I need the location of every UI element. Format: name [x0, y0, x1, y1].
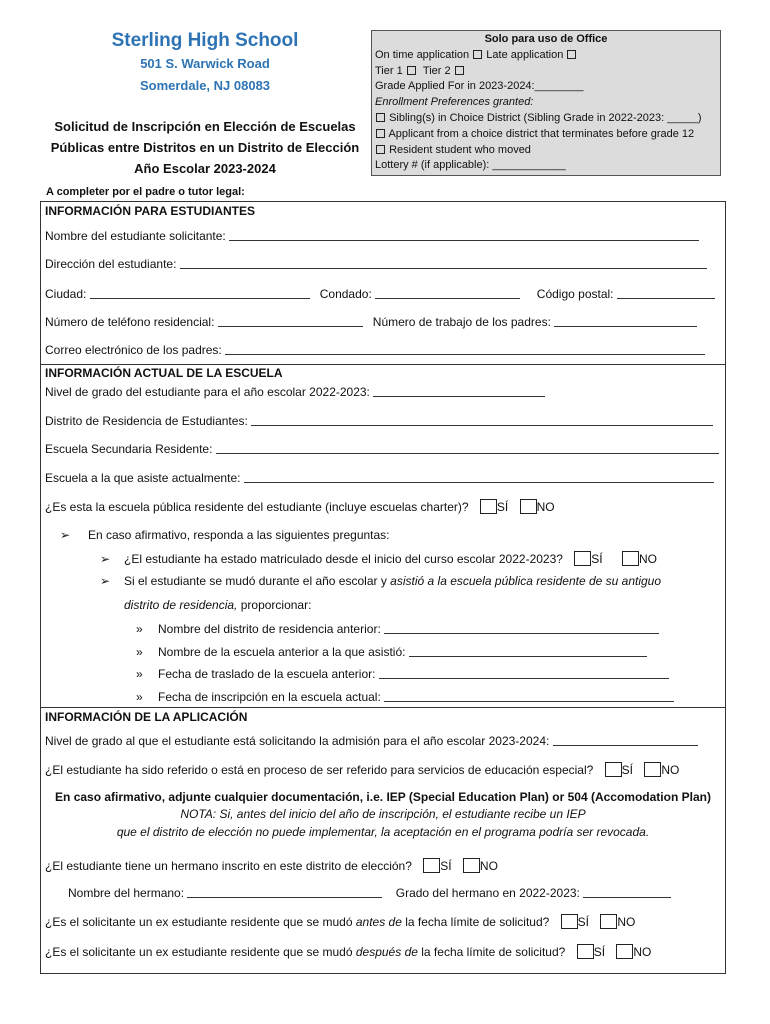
public-school-no-checkbox[interactable] [520, 499, 537, 514]
special-ed-yes-checkbox[interactable] [605, 762, 622, 777]
enrolled-yes-checkbox[interactable] [574, 551, 591, 566]
office-resident-moved [375, 143, 717, 159]
office-applicant-choice [375, 127, 717, 143]
district-row [45, 414, 713, 428]
student-name-row [45, 229, 699, 243]
if-yes-row [60, 528, 390, 542]
student-address-input[interactable] [180, 258, 707, 269]
arrow-bullet-icon: ➢ [100, 574, 111, 588]
sibling-details-row [68, 886, 671, 900]
yes-label: SÍ [621, 763, 634, 777]
moved-after-c: la fecha límite de solicitud? [417, 945, 566, 959]
bullet-icon: » [136, 622, 143, 636]
legal-guardian-note: A completer por el padre o tutor legal: [46, 186, 245, 198]
sibling-label: Sibling(s) in Choice District (Sibling Grade in 2022-2023: _____) [389, 111, 702, 124]
email-label: Correo electrónico de los padres: [45, 343, 222, 357]
public-school-question: ¿Es esta la escuela pública residente del estudiante (incluye escuelas charter)? [45, 500, 469, 514]
arrow-bullet-icon: ➢ [100, 552, 111, 566]
public-school-question-row [45, 499, 555, 514]
zip-input[interactable] [617, 288, 715, 299]
bullet-icon: » [136, 690, 143, 704]
moved-note-row [100, 574, 661, 588]
resident-moved-checkbox[interactable] [376, 145, 385, 154]
enroll-date-row [136, 690, 674, 704]
student-name-input[interactable] [229, 230, 699, 241]
yes-label: SÍ [577, 915, 590, 929]
work-phone-input[interactable] [554, 316, 697, 327]
sibling-grade-label: Grado del hermano en 2022-2023: [395, 886, 580, 900]
form-title-line-2: Públicas entre Distritos en un Distrito de Elección [50, 140, 360, 155]
resident-high-school-input[interactable] [216, 443, 719, 454]
office-box-title: Solo para uso de Office [484, 33, 608, 45]
on-time-label: On time application [375, 48, 470, 61]
section-divider-2 [40, 707, 726, 708]
attending-school-input[interactable] [244, 472, 714, 483]
grade-level-input[interactable] [373, 386, 545, 397]
form-title-line-3: Año Escolar 2023-2024 [134, 161, 276, 176]
tier1-label: Tier 1 [375, 64, 403, 77]
phone-row [45, 315, 697, 329]
section-divider-1 [40, 364, 726, 365]
email-input[interactable] [225, 344, 705, 355]
city-label: Ciudad: [45, 287, 87, 301]
form-title-line-1: Solicitud de Inscripción en Elección de Escuelas [54, 119, 356, 134]
moved-after-yes-checkbox[interactable] [577, 944, 594, 959]
sibling-yes-checkbox[interactable] [423, 858, 440, 873]
prev-district-label: Nombre del distrito de residencia anterior: [158, 622, 381, 636]
student-name-label: Nombre del estudiante solicitante: [45, 229, 226, 243]
moved-before-b: antes de [355, 915, 402, 929]
address-line-2: Somerdale, NJ 08083 [139, 78, 271, 93]
resident-high-school-row [45, 442, 719, 456]
tier2-checkbox[interactable] [455, 66, 464, 75]
if-yes-label: En caso afirmativo, responda a las siguientes preguntas: [88, 528, 390, 542]
tier1-checkbox[interactable] [407, 66, 416, 75]
moved-after-question-row [45, 944, 651, 959]
attending-school-label: Escuela a la que asiste actualmente: [45, 471, 241, 485]
public-school-yes-checkbox[interactable] [480, 499, 497, 514]
yes-label: SÍ [440, 859, 452, 873]
moved-note-d: proporcionar: [237, 598, 312, 612]
moved-before-a: ¿Es el solicitante un ex estudiante residente que se mudó [45, 915, 356, 929]
district-label: Distrito de Residencia de Estudiantes: [45, 414, 248, 428]
transfer-date-label: Fecha de traslado de la escuela anterior: [158, 667, 376, 681]
student-address-label: Dirección del estudiante: [45, 257, 177, 271]
prev-district-input[interactable] [384, 623, 659, 634]
grade-applied-field[interactable]: Grade Applied For in 2023-2024:________ [375, 80, 584, 93]
address-line-1: 501 S. Warwick Road [140, 56, 270, 71]
prev-school-input[interactable] [409, 646, 647, 657]
district-input[interactable] [251, 415, 713, 426]
tier2-label: Tier 2 [422, 64, 451, 77]
enrolled-question-row [100, 551, 657, 566]
nota-line-2: que el distrito de elección no puede implementar, la aceptación en el programa podría ser revocada. [116, 825, 650, 839]
yes-label: SÍ [593, 945, 606, 959]
transfer-date-input[interactable] [379, 668, 669, 679]
moved-note-b: asistió a la escuela pública residente de su antiguo [390, 574, 662, 588]
zip-label: Código postal: [536, 287, 614, 301]
sibling-grade-input[interactable] [583, 887, 671, 898]
office-use-box [371, 30, 721, 176]
form-header [40, 30, 370, 179]
sibling-name-input[interactable] [187, 887, 382, 898]
moved-before-no-checkbox[interactable] [600, 914, 617, 929]
grade-level-label: Nivel de grado del estudiante para el año escolar 2022-2023: [45, 385, 370, 399]
home-phone-label: Número de teléfono residencial: [45, 315, 215, 329]
student-info-heading: INFORMACIÓN PARA ESTUDIANTES [45, 204, 255, 218]
sibling-question: ¿El estudiante tiene un hermano inscrito en este distrito de elección? [45, 859, 412, 873]
applicant-choice-checkbox[interactable] [376, 129, 385, 138]
moved-after-a: ¿Es el solicitante un ex estudiante residente que se mudó [45, 945, 356, 959]
grade-applying-row [45, 734, 698, 748]
no-label: NO [633, 945, 652, 959]
sibling-checkbox[interactable] [376, 113, 385, 122]
yes-label: SÍ [496, 500, 509, 514]
attending-school-row [45, 471, 714, 485]
nota-line-1: NOTA: Si, antes del inicio del año de inscripción, el estudiante recibe un IEP [180, 807, 586, 821]
office-sibling [375, 111, 717, 127]
moved-note-a: Si el estudiante se mudó durante el año escolar y [124, 574, 391, 588]
moved-after-b: después de [355, 945, 418, 959]
no-label: NO [479, 859, 498, 873]
no-label: NO [638, 552, 657, 566]
attach-documentation-note: En caso afirmativo, adjunte cualquier documentación, i.e. IEP (Special Education Plan) or 504 (Accomodation Plan) [55, 790, 711, 804]
applicant-choice-label: Applicant from a choice district that terminates before grade 12 [388, 127, 695, 140]
resident-moved-label: Resident student who moved [389, 143, 531, 156]
moved-before-c: la fecha límite de solicitud? [401, 915, 550, 929]
office-application-timing [375, 48, 717, 64]
special-ed-question: ¿El estudiante ha sido referido o está en proceso de ser referido para servicios de educación especial? [45, 763, 594, 777]
home-phone-input[interactable] [218, 316, 363, 327]
bullet-icon: » [136, 667, 143, 681]
current-school-heading: INFORMACIÓN ACTUAL DE LA ESCUELA [45, 366, 283, 380]
special-ed-question-row [45, 762, 679, 777]
no-label: NO [661, 763, 680, 777]
city-input[interactable] [90, 288, 310, 299]
special-ed-no-checkbox[interactable] [644, 762, 661, 777]
no-label: NO [536, 500, 555, 514]
prev-district-row [136, 622, 659, 636]
enroll-date-input[interactable] [384, 691, 674, 702]
form-title [40, 116, 370, 179]
late-label: Late application [486, 48, 564, 61]
work-phone-label: Número de trabajo de los padres: [372, 315, 551, 329]
moved-note-row-2 [124, 598, 311, 612]
bullet-icon: » [136, 645, 143, 659]
application-heading: INFORMACIÓN DE LA APLICACIÓN [45, 710, 248, 724]
yes-label: SÍ [591, 552, 603, 566]
school-name: Sterling High School [111, 30, 299, 51]
county-label: Condado: [319, 287, 372, 301]
prev-school-label: Nombre de la escuela anterior a la que asistió: [158, 645, 406, 659]
transfer-date-row [136, 667, 669, 681]
arrow-bullet-icon: ➢ [60, 528, 71, 542]
prev-school-row [136, 645, 647, 659]
late-checkbox[interactable] [567, 50, 576, 59]
sibling-name-label: Nombre del hermano: [68, 886, 185, 900]
lottery-field[interactable]: Lottery # (if applicable): ____________ [375, 159, 566, 172]
sibling-no-checkbox[interactable] [463, 858, 480, 873]
county-input[interactable] [375, 288, 520, 299]
moved-before-yes-checkbox[interactable] [561, 914, 578, 929]
no-label: NO [617, 915, 636, 929]
moved-after-no-checkbox[interactable] [616, 944, 633, 959]
enrollment-prefs-label: Enrollment Preferences granted: [375, 96, 534, 109]
office-tier [375, 64, 717, 80]
sibling-question-row [45, 858, 498, 873]
grade-applying-label: Nivel de grado al que el estudiante está solicitando la admisión para el año escolar 2023-2024: [45, 734, 550, 748]
enroll-date-label: Fecha de inscripción en la escuela actual: [158, 690, 381, 704]
grade-level-row [45, 385, 545, 399]
city-row [45, 287, 715, 301]
moved-note-c: distrito de residencia, [124, 598, 238, 612]
enrolled-question: ¿El estudiante ha estado matriculado desde el inicio del curso escolar 2022-2023? [124, 552, 563, 566]
email-row [45, 343, 705, 357]
student-address-row [45, 257, 707, 271]
moved-before-question-row [45, 914, 635, 929]
resident-high-school-label: Escuela Secundaria Residente: [45, 442, 213, 456]
enrolled-no-checkbox[interactable] [622, 551, 639, 566]
grade-applying-input[interactable] [553, 735, 698, 746]
on-time-checkbox[interactable] [473, 50, 482, 59]
